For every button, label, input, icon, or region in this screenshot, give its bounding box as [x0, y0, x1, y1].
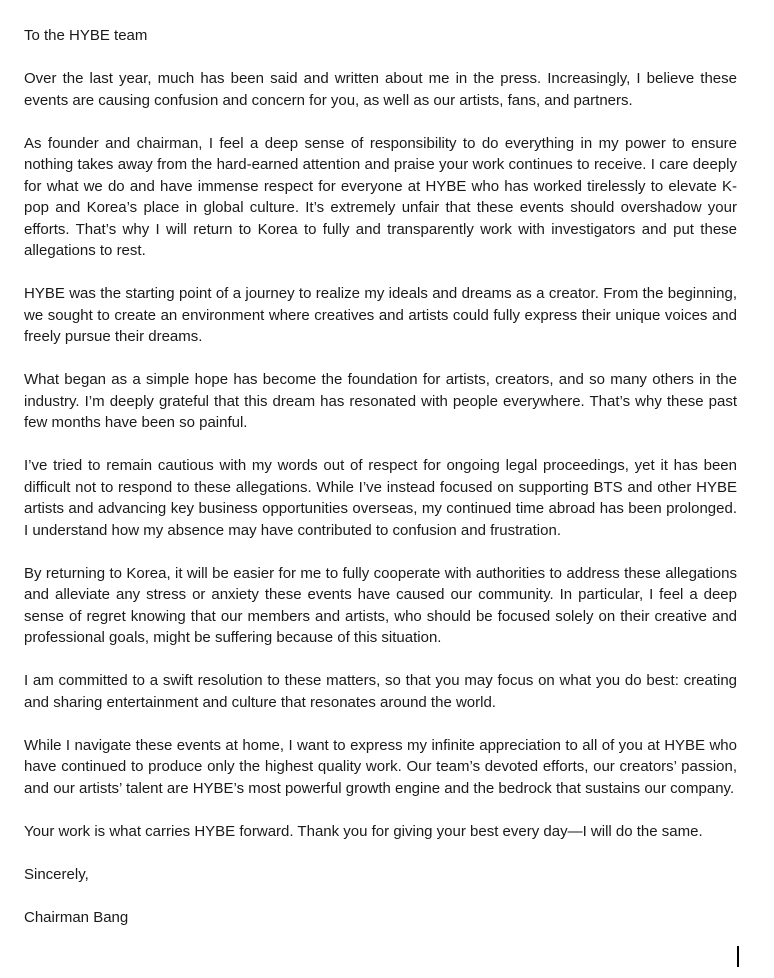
- signature[interactable]: Chairman Bang: [24, 908, 129, 926]
- paragraph-2[interactable]: As founder and chairman, I feel a deep sense of responsibility to do everything in my power to ensure nothing takes away from the hard-earned attention and praise your work continues to receive. I care deeply for what we do and have immense respect for everyone at HYBE who has worked tirelessly to elevate K-pop and Korea’s place in global culture. It’s extremely unfair that these events should overshadow your efforts. That’s why I will return to Korea to fully and transparently work with investigators and put these allegations to rest.: [24, 134, 737, 259]
- paragraph-8[interactable]: While I navigate these events at home, I want to express my infinite appreciation to all of you at HYBE who have continued to produce only the highest quality work. Our team’s devoted efforts, our creators’ passion, and our artists’ talent are HYBE’s most powerful growth engine and the bedrock that sustains our company.: [24, 736, 737, 797]
- paragraph-3[interactable]: HYBE was the starting point of a journey to realize my ideals and dreams as a creator. From the beginning, we sought to create an environment where creatives and artists could fully express their unique voices and freely pursue their dreams.: [24, 285, 737, 345]
- closing[interactable]: Sincerely,: [24, 865, 89, 883]
- text-cursor: [737, 946, 739, 967]
- paragraph-4[interactable]: What began as a simple hope has become the foundation for artists, creators, and so many others in the industry. I’m deeply grateful that this dream has resonated with people everywhere. That’s why these past few months have been so painful.: [24, 371, 737, 431]
- paragraph-5[interactable]: I’ve tried to remain cautious with my words out of respect for ongoing legal proceedings, yet it has been difficult not to respond to these allegations. While I’ve instead focused on supporting BTS and other HYBE artists and advancing key business opportunities overseas, my continued time abroad has been prolonged. I understand how my absence may have contributed to confusion and frustration.: [24, 457, 737, 539]
- paragraph-1[interactable]: Over the last year, much has been said and written about me in the press. Increasingly, I believe these events are causing confusion and concern for you, as well as our artists, fans, and partners.: [24, 70, 737, 109]
- paragraph-7[interactable]: I am committed to a swift resolution to these matters, so that you may focus on what you do best: creating and sharing entertainment and culture that resonates around the world.: [24, 672, 737, 711]
- salutation[interactable]: To the HYBE team: [24, 27, 148, 44]
- paragraph-9[interactable]: Your work is what carries HYBE forward. Thank you for giving your best every day—I will do the same.: [24, 822, 703, 840]
- paragraph-6[interactable]: By returning to Korea, it will be easier for me to fully cooperate with authorities to address these allegations and alleviate any stress or anxiety these events have caused our community. In particular, I feel a deep sense of regret knowing that our members and artists, who should be focused solely on their creative and professional goals, might be suffering because of this situation.: [24, 564, 737, 646]
